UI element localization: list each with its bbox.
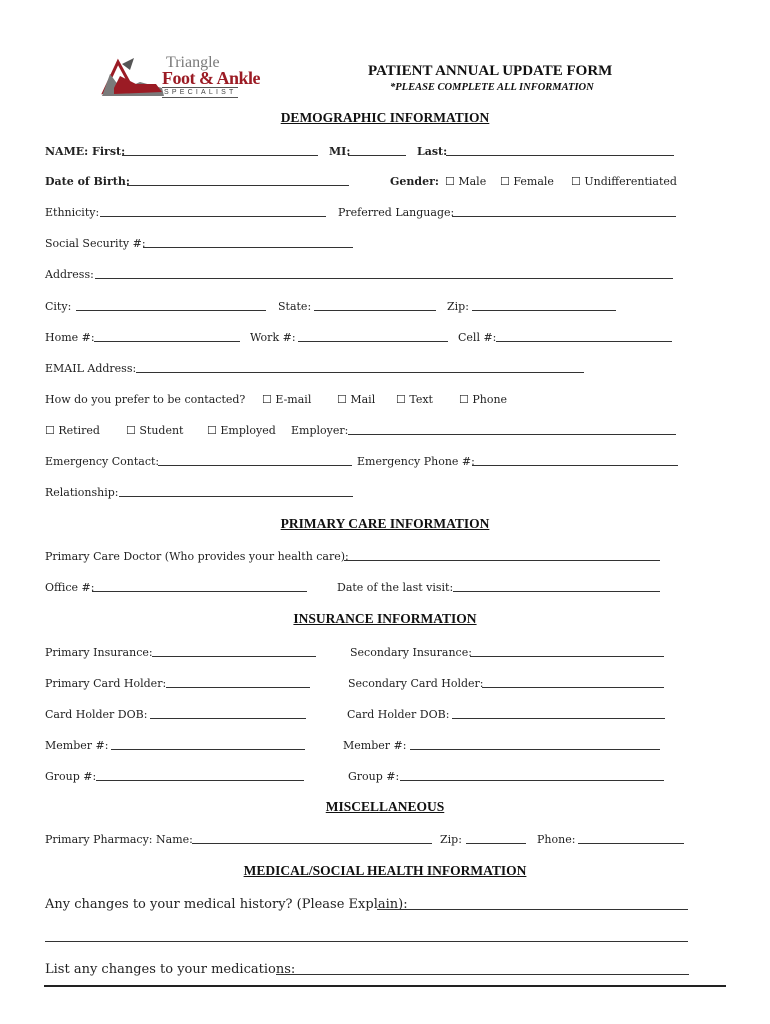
logo-line2: Foot & Ankle <box>162 68 261 88</box>
home-phone-field[interactable] <box>94 341 240 342</box>
pcp-field[interactable] <box>344 560 660 561</box>
ssn-field[interactable] <box>143 247 353 248</box>
employer-label: Employer: <box>291 424 349 437</box>
ssn-label: Social Security #: <box>45 237 146 250</box>
section-insurance: INSURANCE INFORMATION <box>293 611 477 626</box>
city-field[interactable] <box>76 310 266 311</box>
primary-card-holder-field[interactable] <box>166 687 310 688</box>
card-holder-dob-field-1[interactable] <box>150 718 306 719</box>
pharmacy-zip-field[interactable] <box>466 843 526 844</box>
relationship-field[interactable] <box>119 496 353 497</box>
medications-field[interactable] <box>276 974 689 975</box>
employed-checkbox[interactable]: ☐ Employed <box>207 424 276 437</box>
cell-phone-label: Cell #: <box>458 331 497 344</box>
emergency-phone-label: Emergency Phone #: <box>357 455 475 468</box>
pharmacy-zip-label: Zip: <box>440 833 462 846</box>
bottom-rule <box>44 985 726 987</box>
medical-history-field-2[interactable] <box>45 941 688 942</box>
card-holder-dob-field-2[interactable] <box>452 718 665 719</box>
cell-phone-field[interactable] <box>496 341 672 342</box>
work-phone-label: Work #: <box>250 331 296 344</box>
mi-label: MI: <box>329 145 351 158</box>
logo <box>100 54 275 100</box>
section-medical-social: MEDICAL/SOCIAL HEALTH INFORMATION <box>243 863 527 878</box>
group-label-1: Group #: <box>45 770 97 783</box>
emergency-contact-label: Emergency Contact: <box>45 455 160 468</box>
contact-phone-checkbox[interactable]: ☐ Phone <box>459 393 508 406</box>
group-field-2[interactable] <box>400 780 664 781</box>
contact-mail-checkbox[interactable]: ☐ Mail <box>337 393 376 406</box>
member-field-2[interactable] <box>410 749 660 750</box>
state-field[interactable] <box>314 310 436 311</box>
logo-foot-icon <box>100 54 166 100</box>
dob-label: Date of Birth: <box>45 175 130 188</box>
logo-line3: SPECIALIST <box>164 89 237 96</box>
last-visit-field[interactable] <box>453 591 660 592</box>
employer-field[interactable] <box>348 434 676 435</box>
secondary-card-holder-label: Secondary Card Holder: <box>348 677 484 690</box>
ethnicity-label: Ethnicity: <box>45 206 100 219</box>
section-demographic: DEMOGRAPHIC INFORMATION <box>280 110 490 125</box>
last-field[interactable] <box>446 155 674 156</box>
primary-insurance-field[interactable] <box>152 656 316 657</box>
email-field[interactable] <box>136 372 584 373</box>
secondary-card-holder-field[interactable] <box>482 687 664 688</box>
contact-email-checkbox[interactable]: ☐ E-mail <box>262 393 312 406</box>
contact-text-checkbox[interactable]: ☐ Text <box>396 393 433 406</box>
mi-field[interactable] <box>348 155 406 156</box>
secondary-insurance-field[interactable] <box>470 656 664 657</box>
language-field[interactable] <box>452 216 676 217</box>
retired-checkbox[interactable]: ☐ Retired <box>45 424 100 437</box>
student-checkbox[interactable]: ☐ Student <box>126 424 184 437</box>
gender-female-checkbox[interactable]: ☐ Female <box>500 175 554 188</box>
card-holder-dob-label-1: Card Holder DOB: <box>45 708 148 721</box>
logo-line1: Triangle <box>166 54 220 71</box>
member-label-1: Member #: <box>45 739 109 752</box>
member-label-2: Member #: <box>343 739 407 752</box>
relationship-label: Relationship: <box>45 486 119 499</box>
zip-field[interactable] <box>472 310 616 311</box>
address-field[interactable] <box>95 278 673 279</box>
name-first-label: NAME: First: <box>45 145 126 158</box>
email-label: EMAIL Address: <box>45 362 137 375</box>
gender-label: Gender: <box>390 175 439 188</box>
gender-undifferentiated-checkbox[interactable]: ☐ Undifferentiated <box>571 175 677 188</box>
section-miscellaneous: MISCELLANEOUS <box>325 799 445 814</box>
emergency-phone-field[interactable] <box>472 465 678 466</box>
pharmacy-label: Primary Pharmacy: Name: <box>45 833 193 846</box>
primary-insurance-label: Primary Insurance: <box>45 646 153 659</box>
language-label: Preferred Language: <box>338 206 455 219</box>
dob-field[interactable] <box>127 185 349 186</box>
form-title: PATIENT ANNUAL UPDATE FORM <box>368 63 613 79</box>
city-label: City: <box>45 300 72 313</box>
gender-male-checkbox[interactable]: ☐ Male <box>445 175 487 188</box>
group-label-2: Group #: <box>348 770 400 783</box>
primary-card-holder-label: Primary Card Holder: <box>45 677 167 690</box>
group-field-1[interactable] <box>96 780 304 781</box>
office-label: Office #: <box>45 581 95 594</box>
section-primary-care: PRIMARY CARE INFORMATION <box>280 516 490 531</box>
zip-label: Zip: <box>447 300 469 313</box>
work-phone-field[interactable] <box>298 341 448 342</box>
pcp-label: Primary Care Doctor (Who provides your health care): <box>45 550 349 563</box>
contact-pref-label: How do you prefer to be contacted? <box>45 393 246 406</box>
home-phone-label: Home #: <box>45 331 95 344</box>
name-first-field[interactable] <box>122 155 318 156</box>
state-label: State: <box>278 300 312 313</box>
medications-label: List any changes to your medications: <box>45 962 296 977</box>
pharmacy-name-field[interactable] <box>192 843 432 844</box>
ethnicity-field[interactable] <box>100 216 326 217</box>
secondary-insurance-label: Secondary Insurance: <box>350 646 472 659</box>
card-holder-dob-label-2: Card Holder DOB: <box>347 708 450 721</box>
pharmacy-phone-label: Phone: <box>537 833 576 846</box>
office-field[interactable] <box>92 591 307 592</box>
last-label: Last: <box>417 145 448 158</box>
emergency-contact-field[interactable] <box>158 465 352 466</box>
member-field-1[interactable] <box>111 749 305 750</box>
form-subtitle: *PLEASE COMPLETE ALL INFORMATION <box>390 82 594 93</box>
medical-history-field[interactable] <box>377 909 688 910</box>
medical-history-label: Any changes to your medical history? (Please Explain): <box>45 897 408 912</box>
last-visit-label: Date of the last visit: <box>337 581 454 594</box>
pharmacy-phone-field[interactable] <box>578 843 684 844</box>
address-label: Address: <box>45 268 94 281</box>
